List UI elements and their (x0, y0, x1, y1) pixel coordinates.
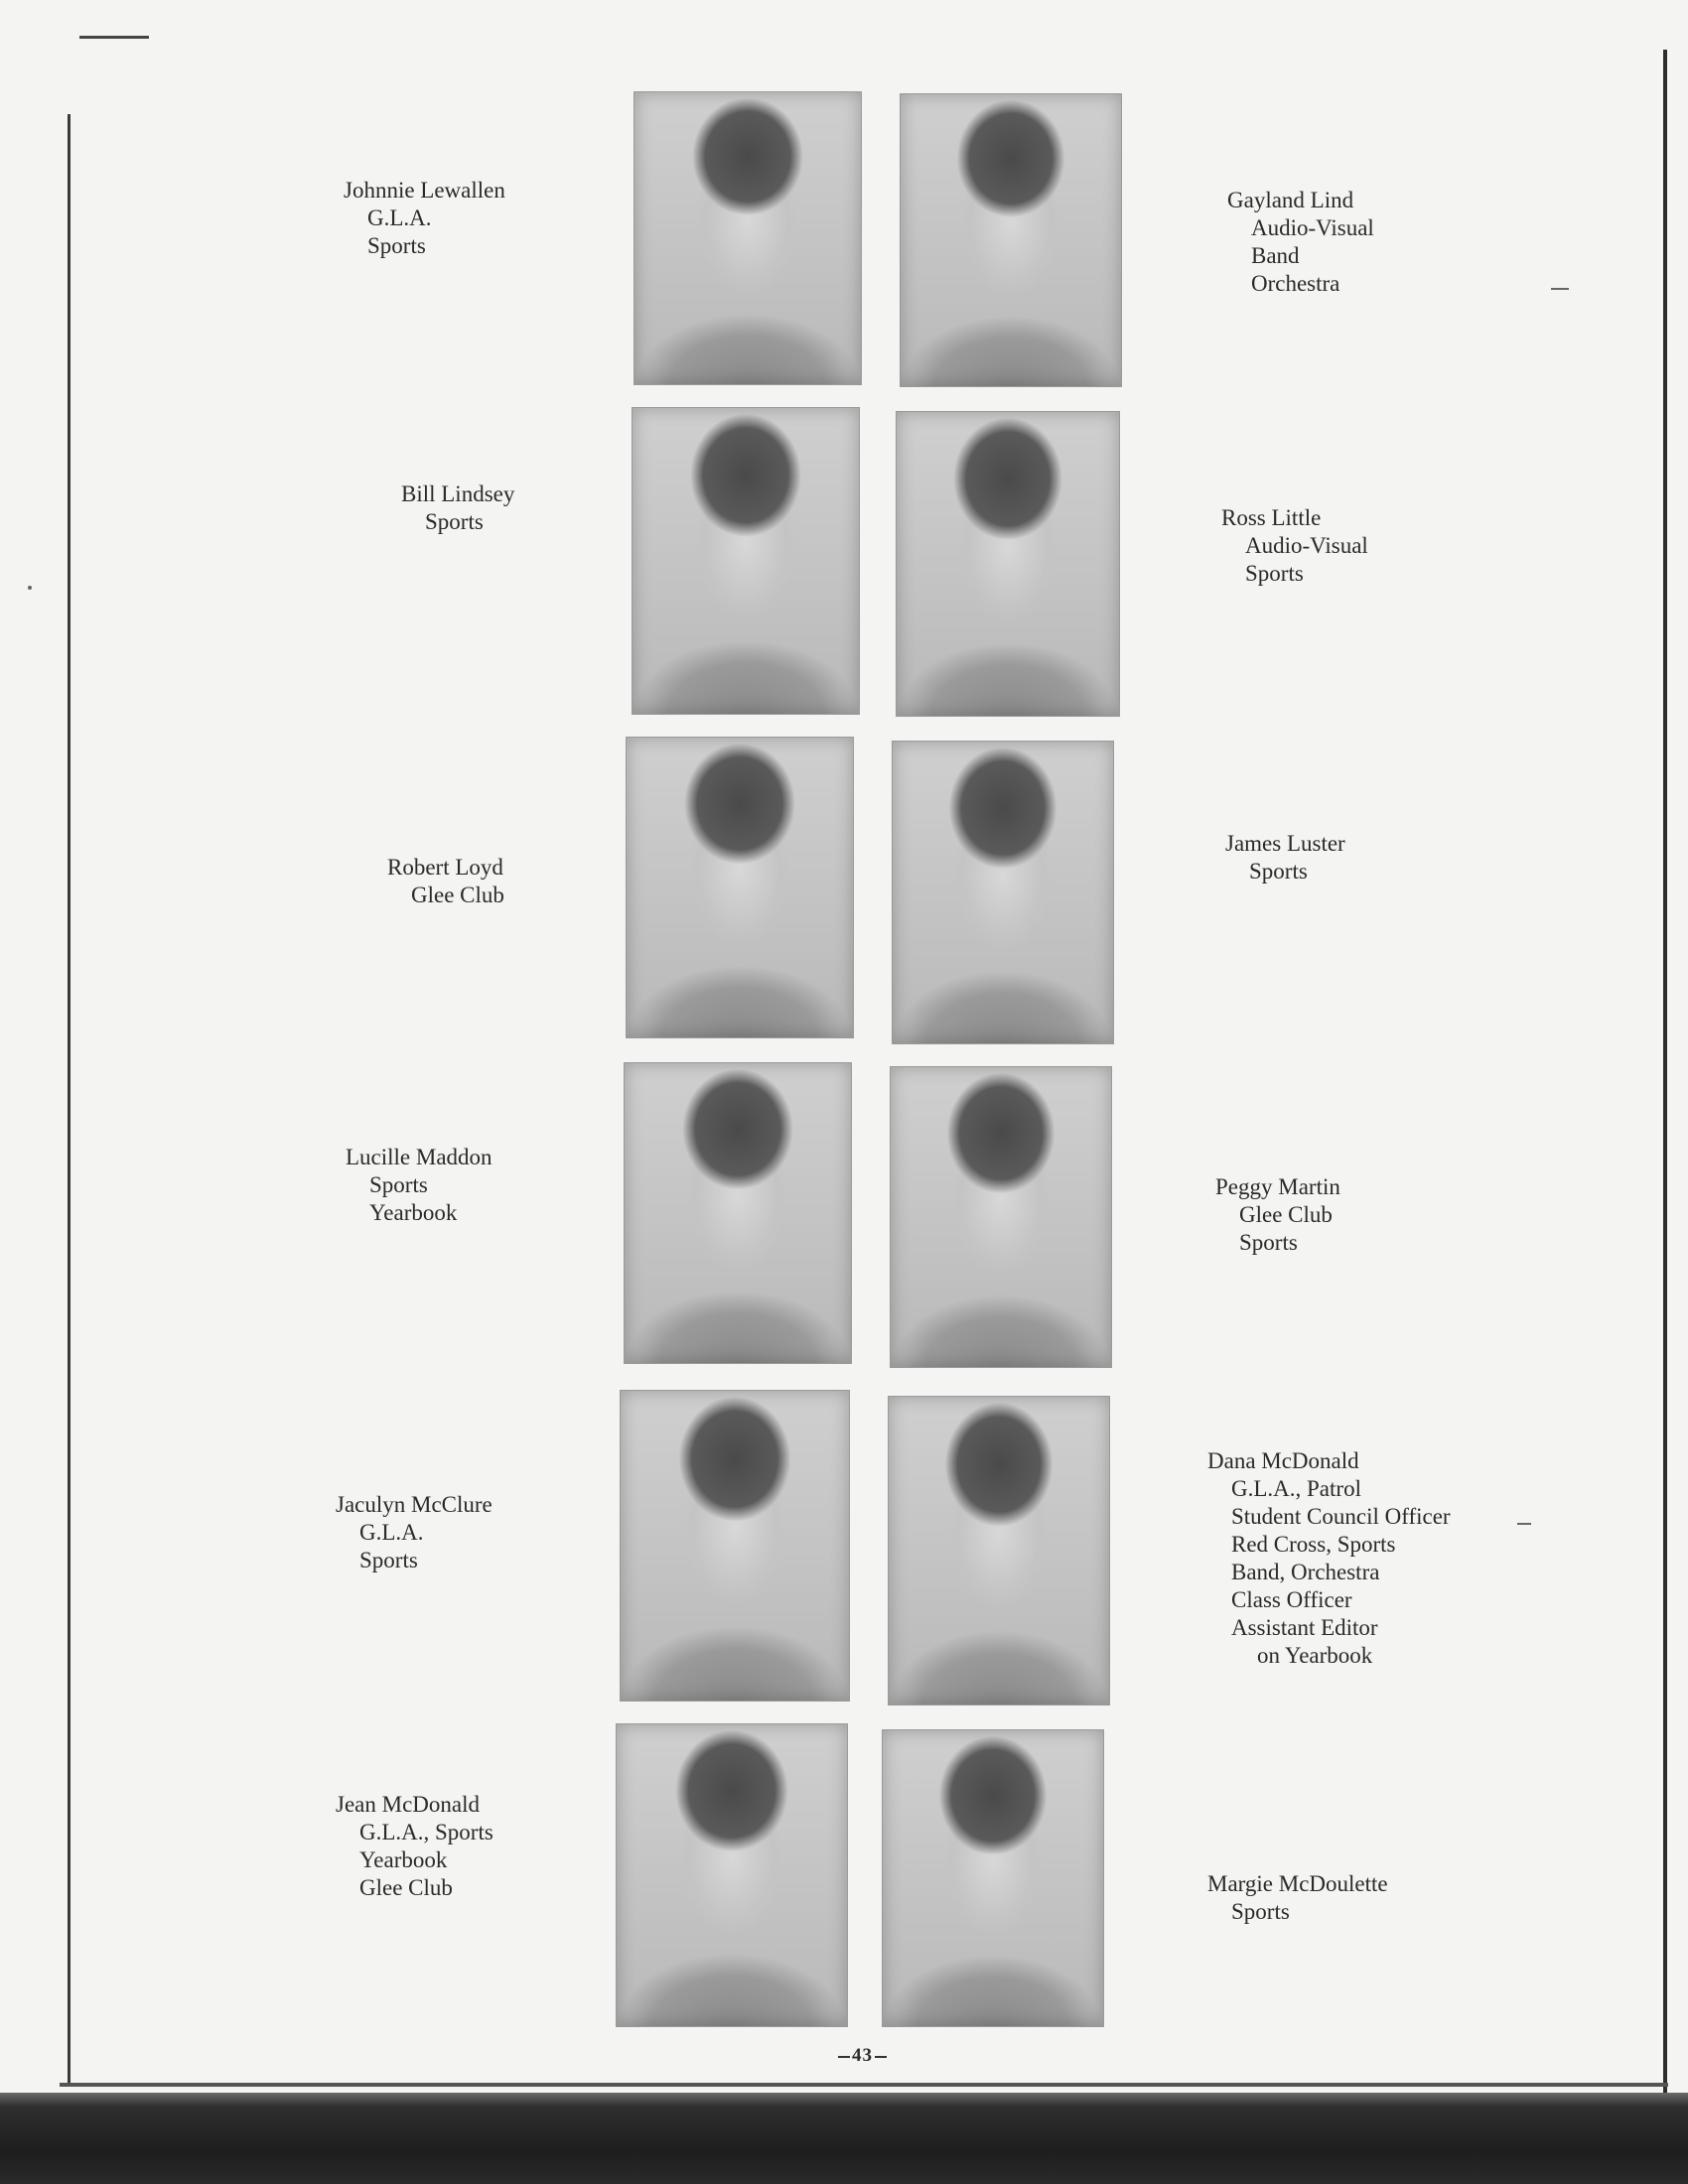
student-name: Bill Lindsey (401, 481, 515, 506)
activity: Sports (1239, 1230, 1298, 1255)
portrait-photo-lucille-maddon (624, 1062, 852, 1364)
caption-james-luster (1225, 830, 1345, 886)
activity: Glee Club (1239, 1202, 1333, 1227)
caption-robert-loyd (387, 854, 504, 909)
scan-speck (28, 586, 32, 590)
student-name: Margie McDoulette (1207, 1871, 1388, 1896)
activity: Band (1251, 243, 1300, 268)
portrait-photo-jean-mcdonald (616, 1723, 848, 2027)
caption-dana-mcdonald (1207, 1447, 1451, 1670)
portrait-photo-johnnie-lewallen (633, 91, 862, 385)
activity: Sports (369, 1172, 428, 1197)
page-number: 43 (836, 2045, 889, 2067)
activity: on Yearbook (1257, 1643, 1373, 1668)
left-binding-rule (68, 114, 70, 2085)
bottom-page-edge (60, 2083, 1668, 2087)
activity: Student Council Officer (1231, 1504, 1451, 1529)
activity: Glee Club (359, 1875, 453, 1900)
portrait-photo-dana-mcdonald (888, 1396, 1110, 1706)
activity: Sports (425, 509, 484, 534)
portrait-photo-peggy-martin (890, 1066, 1112, 1368)
activity: G.L.A., Sports (359, 1820, 493, 1844)
student-name: Peggy Martin (1215, 1174, 1340, 1199)
caption-jaculyn-mcclure (336, 1491, 492, 1574)
activity: Audio-Visual (1251, 215, 1374, 240)
scan-speck (1517, 1523, 1531, 1525)
portrait-photo-robert-loyd (626, 737, 854, 1038)
top-rule (79, 36, 149, 39)
activity: Band, Orchestra (1231, 1560, 1380, 1584)
activity: Class Officer (1231, 1587, 1352, 1612)
portrait-photo-jaculyn-mcclure (620, 1390, 850, 1702)
activity: Yearbook (369, 1200, 458, 1225)
activity: Red Cross, Sports (1231, 1532, 1396, 1557)
right-page-edge (1663, 50, 1667, 2124)
student-name: Gayland Lind (1227, 188, 1354, 212)
caption-ross-little (1221, 504, 1368, 588)
activity: Sports (359, 1548, 418, 1572)
activity: Sports (1245, 561, 1304, 586)
portrait-photo-bill-lindsey (632, 407, 860, 715)
caption-jean-mcdonald (336, 1791, 493, 1902)
activity: Sports (1231, 1899, 1290, 1924)
caption-gayland-lind (1227, 187, 1374, 298)
student-name: Dana McDonald (1207, 1448, 1359, 1473)
activity: Sports (367, 233, 426, 258)
student-name: Jaculyn McClure (336, 1492, 492, 1517)
scan-speck (1551, 288, 1569, 290)
caption-bill-lindsey (401, 480, 514, 536)
student-name: Jean McDonald (336, 1792, 480, 1817)
caption-peggy-martin (1215, 1173, 1340, 1257)
student-name: James Luster (1225, 831, 1345, 856)
activity: Sports (1249, 859, 1308, 884)
student-name: Ross Little (1221, 505, 1322, 530)
activity: Yearbook (359, 1847, 448, 1872)
portrait-photo-gayland-lind (900, 93, 1122, 387)
portrait-photo-james-luster (892, 741, 1114, 1044)
caption-lucille-maddon (346, 1144, 492, 1227)
scan-shadow-band (0, 2093, 1688, 2184)
activity: Orchestra (1251, 271, 1340, 296)
activity: Audio-Visual (1245, 533, 1368, 558)
activity: G.L.A. (367, 205, 432, 230)
caption-margie-mcdoulette (1207, 1870, 1388, 1926)
activity: G.L.A., Patrol (1231, 1476, 1361, 1501)
caption-johnnie-lewallen (344, 177, 505, 260)
student-name: Robert Loyd (387, 855, 503, 880)
portrait-photo-ross-little (896, 411, 1120, 717)
student-name: Lucille Maddon (346, 1145, 492, 1169)
activity: Assistant Editor (1231, 1615, 1378, 1640)
portrait-photo-margie-mcdoulette (882, 1729, 1104, 2027)
activity: Glee Club (411, 883, 504, 907)
student-name: Johnnie Lewallen (344, 178, 505, 203)
activity: G.L.A. (359, 1520, 424, 1545)
